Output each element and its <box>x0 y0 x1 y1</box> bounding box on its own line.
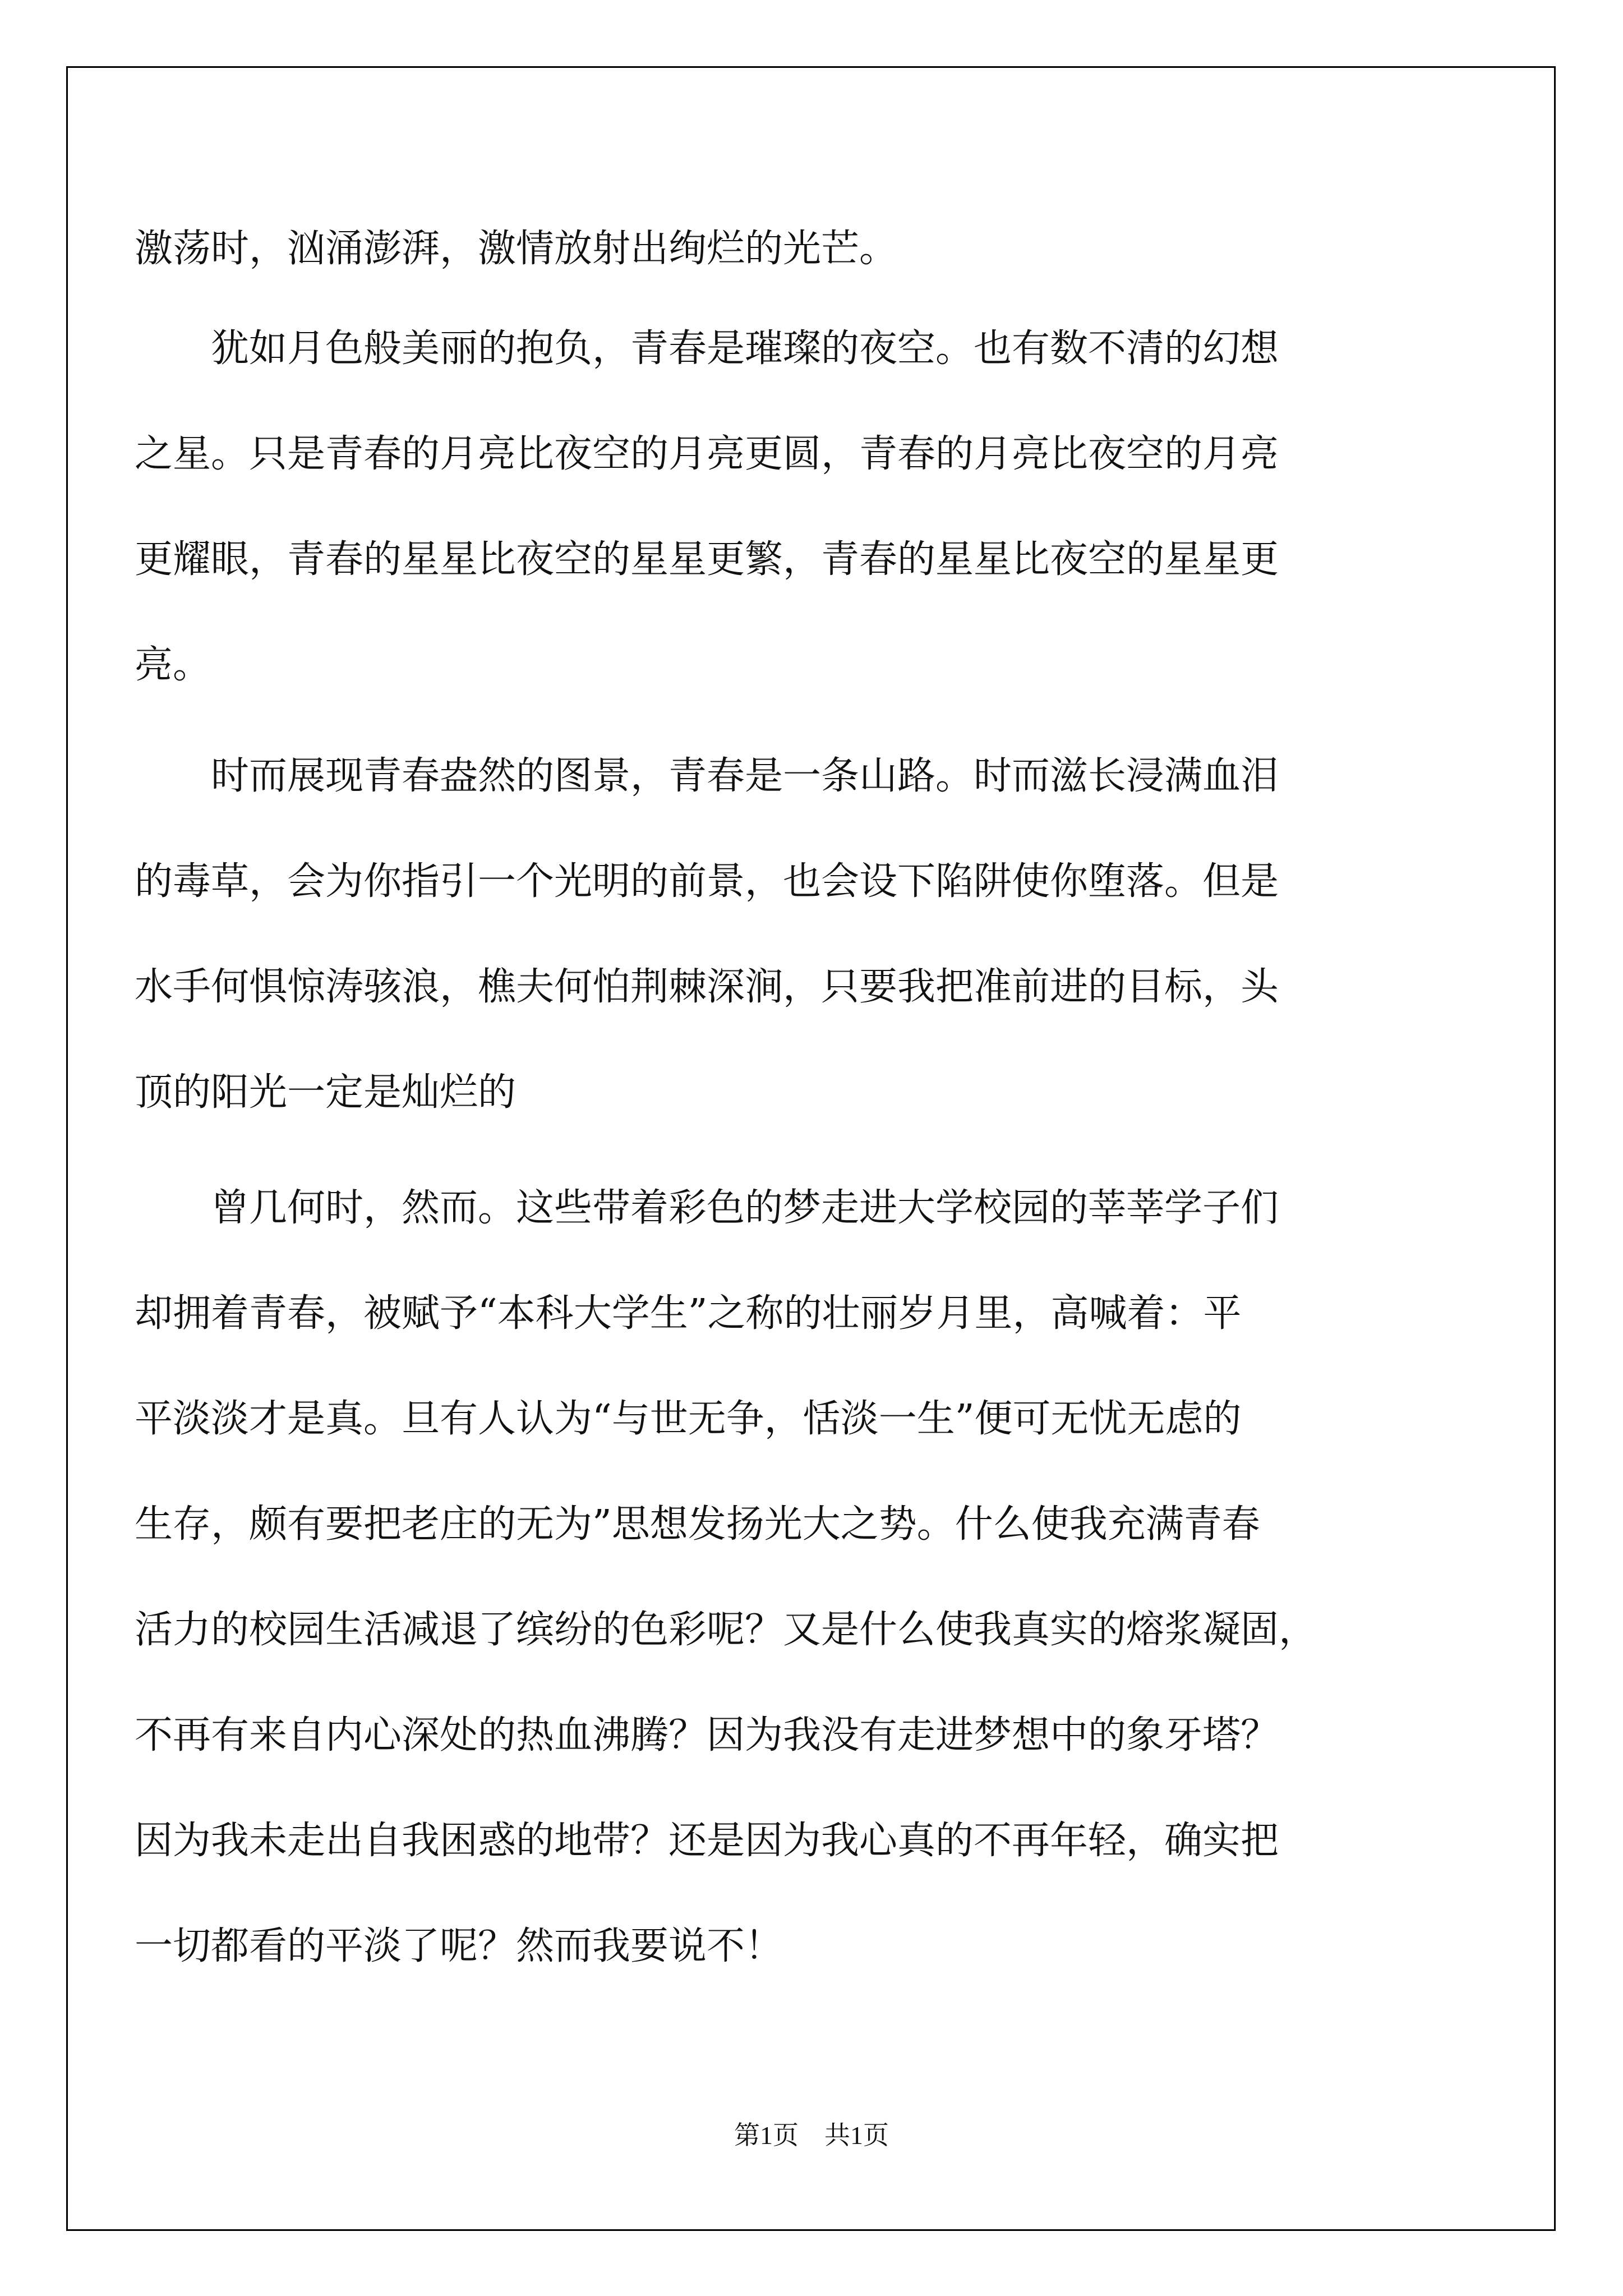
paragraph-4 <box>135 1156 1492 1999</box>
page-number: 第1页 <box>734 2121 799 2150</box>
text-line: 水手何惧惊涛骇浪，樵夫何怕荆棘深涧，只要我把准前进的目标，头 <box>135 965 1279 1009</box>
text-line: 的毒草，会为你指引一个光明的前景，也会设下陷阱使你堕落。但是 <box>135 859 1279 904</box>
paragraph-3 <box>135 724 1492 1145</box>
text-line: 生存，颇有要把老庄的无为”思想发扬光大之势。什么使我充满青春 <box>135 1502 1260 1547</box>
text-line: 曾几何时，然而。这些带着彩色的梦走进大学校园的莘莘学子们 <box>135 1186 1279 1230</box>
text-line: 不再有来自内心深处的热血沸腾？因为我没有走进梦想中的象牙塔？ <box>135 1713 1279 1757</box>
page-total: 共1页 <box>824 2121 889 2150</box>
text-line: 却拥着青春，被赋予“本科大学生”之称的壮丽岁月里，高喊着：平 <box>135 1291 1242 1336</box>
text-line: 亮。 <box>135 643 211 687</box>
paragraph-2 <box>135 296 1492 718</box>
text-line: 一切都看的平淡了呢？然而我要说不！ <box>135 1924 783 1968</box>
page-footer <box>0 2115 1623 2152</box>
text-line: 活力的校园生活减退了缤纷的色彩呢？又是什么使我真实的熔浆凝固， <box>135 1608 1317 1652</box>
text-line: 因为我未走出自我困惑的地带？还是因为我心真的不再年轻，确实把 <box>135 1819 1279 1863</box>
text-line: 时而展现青春盎然的图景，青春是一条山路。时而滋长浸满血泪 <box>135 754 1279 798</box>
text-line: 激荡时，汹涌澎湃，激情放射出绚烂的光芒。 <box>135 227 898 271</box>
paragraph-1 <box>135 196 1492 302</box>
text-line: 平淡淡才是真。旦有人认为“与世无争，恬淡一生”便可无忧无虑的 <box>135 1397 1242 1441</box>
text-line: 犹如月色般美丽的抱负，青春是璀璨的夜空。也有数不清的幻想 <box>135 326 1279 371</box>
text-line: 顶的阳光一定是灿烂的 <box>135 1070 517 1115</box>
text-line: 更耀眼，青春的星星比夜空的星星更繁，青春的星星比夜空的星星更 <box>135 537 1279 582</box>
text-line: 之星。只是青春的月亮比夜空的月亮更圆，青春的月亮比夜空的月亮 <box>135 432 1279 476</box>
